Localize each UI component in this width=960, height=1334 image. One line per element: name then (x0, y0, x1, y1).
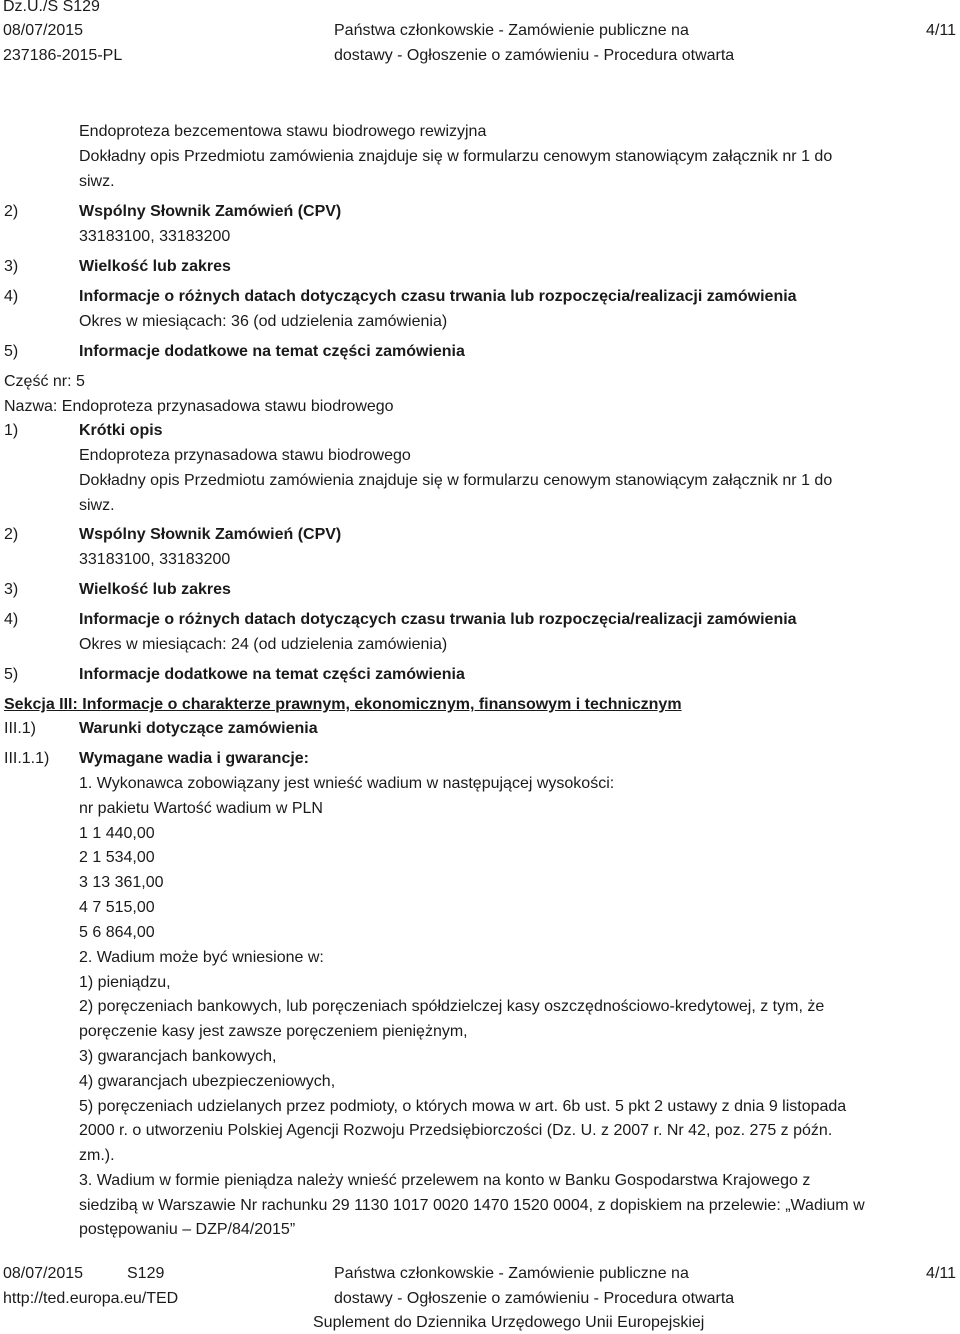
wadium-line: 1) pieniądzu, (79, 974, 171, 991)
wadium-line: 3. Wadium w formie pieniądza należy wnieść przelewem na konto w Banku Gospodarstwa Krajowego z (79, 1172, 811, 1189)
part5-name: Nazwa: Endoproteza przynasadowa stawu biodrowego (4, 398, 394, 415)
wadium-line: 2000 r. o utworzeniu Polskiej Agencji Rozwoju Przedsiębiorczości (Dz. U. z 2007 r. Nr 42, poz. 275 z późn. (79, 1122, 833, 1139)
part4-cpv-number: 2) (4, 203, 19, 220)
wadium-line: 1 1 440,00 (79, 825, 155, 842)
wadium-line: nr pakietu Wartość wadium w PLN (79, 800, 323, 817)
part5-size-number: 3) (4, 581, 19, 598)
footer-url[interactable]: http://ted.europa.eu/TED (3, 1290, 179, 1307)
part5-dates-number: 4) (4, 611, 19, 628)
footer-title-line2: dostawy - Ogłoszenie o zamówieniu - Procedura otwarta (334, 1290, 735, 1307)
wadium-line: 3) gwarancjach bankowych, (79, 1048, 277, 1065)
part4-desc-line2: Dokładny opis Przedmiotu zamówienia znajduje się w formularzu cenowym stanowiącym załącznik nr 1 do (79, 148, 833, 165)
wadium-line: 1. Wykonawca zobowiązany jest wnieść wadium w następującej wysokości: (79, 775, 615, 792)
section3-1-number: III.1) (4, 720, 37, 737)
footer-title-line3: Suplement do Dziennika Urzędowego Unii Europejskiej (313, 1314, 705, 1331)
wadium-line: 4) gwarancjach ubezpieczeniowych, (79, 1073, 336, 1090)
journal-ref: Dz.U./S S129 (3, 0, 100, 15)
part4-cpv-heading: Wspólny Słownik Zamówień (CPV) (79, 203, 342, 220)
part4-additional-number: 5) (4, 343, 19, 360)
wadium-line: 2 1 534,00 (79, 849, 155, 866)
part5-additional-number: 5) (4, 666, 19, 683)
part5-additional-heading: Informacje dodatkowe na temat części zamówienia (79, 666, 465, 683)
part4-desc-line3: siwz. (79, 173, 115, 190)
part5-number: Część nr: 5 (4, 373, 85, 390)
wadium-line: 5) poręczeniach udzielanych przez podmioty, o których mowa w art. 6b ust. 5 pkt 2 ustawy z dnia 9 listopada (79, 1098, 847, 1115)
part5-cpv-number: 2) (4, 526, 19, 543)
footer-title-line1: Państwa członkowskie - Zamówienie publiczne na (334, 1265, 689, 1282)
wadium-line: 2. Wadium może być wniesione w: (79, 949, 324, 966)
part5-desc-line1: Endoproteza przynasadowa stawu biodrowego (79, 447, 411, 464)
wadium-line: siedzibą w Warszawie Nr rachunku 29 1130 1017 0020 1470 1520 0004, z dopiskiem na przelewie: „Wadium w (79, 1197, 865, 1214)
part4-additional-heading: Informacje dodatkowe na temat części zamówienia (79, 343, 465, 360)
header-page-number: 4/11 (926, 22, 956, 39)
part5-cpv-heading: Wspólny Słownik Zamówień (CPV) (79, 526, 342, 543)
part5-short-number: 1) (4, 422, 19, 439)
section3-1-1-heading: Wymagane wadia i gwarancje: (79, 750, 310, 767)
part4-size-number: 3) (4, 258, 19, 275)
wadium-line: 4 7 515,00 (79, 899, 155, 916)
part5-size-heading: Wielkość lub zakres (79, 581, 231, 598)
section3-1-1-number: III.1.1) (4, 750, 50, 767)
footer-issue: S129 (127, 1265, 165, 1282)
part5-dates-heading: Informacje o różnych datach dotyczących czasu trwania lub rozpoczęcia/realizacji zamówienia (79, 611, 797, 628)
wadium-line: 2) poręczeniach bankowych, lub poręczeniach spółdzielczej kasy oszczędnościowo-kredytowej, z tym, że (79, 998, 825, 1015)
header-title-line1: Państwa członkowskie - Zamówienie publiczne na (334, 22, 689, 39)
part4-desc-line1: Endoproteza bezcementowa stawu biodrowego rewizyjna (79, 123, 487, 140)
footer-page-number: 4/11 (926, 1265, 956, 1282)
wadium-line: postępowaniu – DZP/84/2015” (79, 1221, 296, 1238)
part4-cpv-codes: 33183100, 33183200 (79, 228, 231, 245)
wadium-line: poręczenie kasy jest zawsze poręczeniem pieniężnym, (79, 1023, 468, 1040)
section3-title: Sekcja III: Informacje o charakterze prawnym, ekonomicznym, finansowym i technicznym (4, 696, 682, 713)
part5-desc-line2: Dokładny opis Przedmiotu zamówienia znajduje się w formularzu cenowym stanowiącym załącznik nr 1 do (79, 472, 833, 489)
part5-period: Okres w miesiącach: 24 (od udzielenia zamówienia) (79, 636, 448, 653)
document-id: 237186-2015-PL (3, 47, 123, 64)
part4-size-heading: Wielkość lub zakres (79, 258, 231, 275)
part5-cpv-codes: 33183100, 33183200 (79, 551, 231, 568)
header-date: 08/07/2015 (3, 22, 84, 39)
part4-dates-heading: Informacje o różnych datach dotyczących czasu trwania lub rozpoczęcia/realizacji zamówienia (79, 288, 797, 305)
part5-desc-line3: siwz. (79, 497, 115, 514)
part4-period: Okres w miesiącach: 36 (od udzielenia zamówienia) (79, 313, 448, 330)
section3-1-heading: Warunki dotyczące zamówienia (79, 720, 318, 737)
header-title-line2: dostawy - Ogłoszenie o zamówieniu - Procedura otwarta (334, 47, 735, 64)
wadium-line: 3 13 361,00 (79, 874, 164, 891)
part4-dates-number: 4) (4, 288, 19, 305)
footer-date: 08/07/2015 (3, 1265, 84, 1282)
part5-short-heading: Krótki opis (79, 422, 163, 439)
wadium-line: 5 6 864,00 (79, 924, 155, 941)
wadium-line: zm.). (79, 1147, 115, 1164)
